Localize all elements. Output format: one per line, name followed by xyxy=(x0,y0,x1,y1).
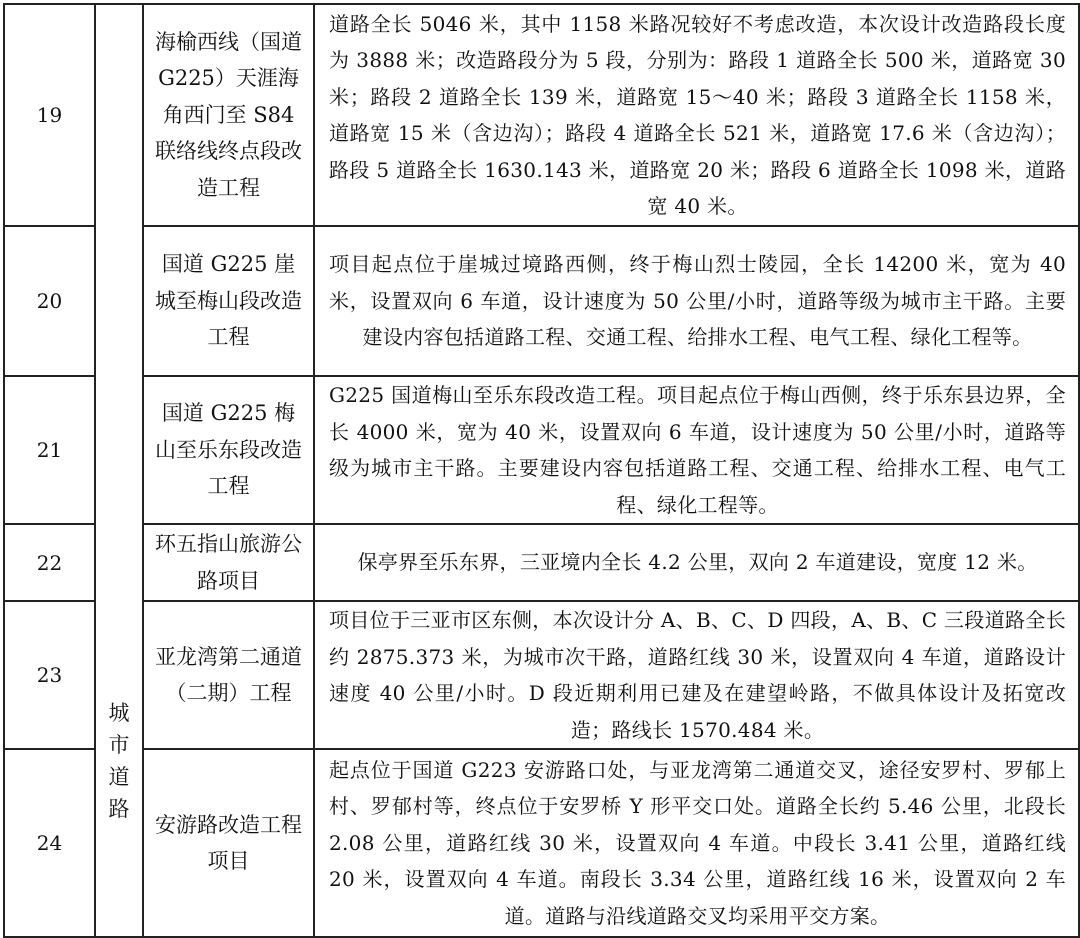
row-number: 22 xyxy=(4,524,95,601)
category-label: 城市道路 xyxy=(108,701,130,821)
row-number: 20 xyxy=(4,226,95,376)
category-cell xyxy=(95,601,143,937)
project-description: G225 国道梅山至乐东段改造工程。项目起点位于梅山西侧，终于乐东县边界，全长 4000 米，宽为 40 米，设置双向 6 车道，设计速度为 50 公里/小时，道路等级为城市主干路。主要建设内容包括道路工程、交通工程、给排水工程、电气工程、绿化工程等。 xyxy=(314,376,1079,524)
table-row xyxy=(4,749,1079,937)
project-description: 项目位于三亚市区东侧，本次设计分 A、B、C、D 四段，A、B、C 三段道路全长约 2875.373 米，为城市次干路，道路红线 30 米，设置双向 4 车道，道路设计速度 40 公里/小时。D 段近期利用已建及在建望岭路，不做具体设计及拓宽改造；路线长 1570.484 米。 xyxy=(314,601,1079,749)
project-description: 起点位于国道 G223 安游路口处，与亚龙湾第二通道交叉，途径安罗村、罗郁上村、罗郁村等，终点位于安罗桥 Y 形平交口处。道路全长约 5.46 公里，北段长 2.08 公里，道路红线 30 米，设置双向 4 车道。中段长 3.41 公里，道路红线 20 米，设置双向 4 车道。南段长 3.34 公里，道路红线 16 米，设置双向 2 车道。道路与沿线道路交叉均采用平交方案。 xyxy=(314,749,1079,937)
table-row xyxy=(4,524,1079,601)
project-description: 项目起点位于崖城过境路西侧，终于梅山烈士陵园，全长 14200 米，宽为 40 米，设置双向 6 车道，设计速度为 50 公里/小时，道路等级为城市主干路。主要建设内容包括道路工程、交通工程、给排水工程、电气工程、绿化工程等。 xyxy=(314,226,1079,376)
project-description: 保亭界至乐东界，三亚境内全长 4.2 公里，双向 2 车道建设，宽度 12 米。 xyxy=(314,524,1079,601)
category-cell-upper xyxy=(95,4,143,601)
row-number: 19 xyxy=(4,4,95,226)
table-row xyxy=(4,226,1079,376)
row-number: 21 xyxy=(4,376,95,524)
row-number: 23 xyxy=(4,601,95,749)
road-projects-table xyxy=(3,3,1080,938)
row-number: 24 xyxy=(4,749,95,937)
project-name: 亚龙湾第二通道（二期）工程 xyxy=(143,601,314,749)
project-name: 安游路改造工程项目 xyxy=(143,749,314,937)
project-name: 国道 G225 崖城至梅山段改造工程 xyxy=(143,226,314,376)
project-name: 国道 G225 梅山至乐东段改造工程 xyxy=(143,376,314,524)
project-name: 环五指山旅游公路项目 xyxy=(143,524,314,601)
table-row xyxy=(4,376,1079,524)
project-name: 海榆西线（国道 G225）天涯海角西门至 S84 联络线终点段改造工程 xyxy=(143,4,314,226)
project-description: 道路全长 5046 米，其中 1158 米路况较好不考虑改造，本次设计改造路段长度为 3888 米；改造路段分为 5 段，分别为：路段 1 道路全长 500 米，道路宽 30 米；路段 2 道路全长 139 米，道路宽 15～40 米；路段 3 道路全长 1158 米，道路宽 15 米（含边沟）；路段 4 道路全长 521 米，道路宽 17.6 米（含边沟）；路段 5 道路全长 1630.143 米，道路宽 20 米；路段 6 道路全长 1098 米，道路宽 40 米。 xyxy=(314,4,1079,226)
table-row xyxy=(4,4,1079,226)
table-row xyxy=(4,601,1079,749)
